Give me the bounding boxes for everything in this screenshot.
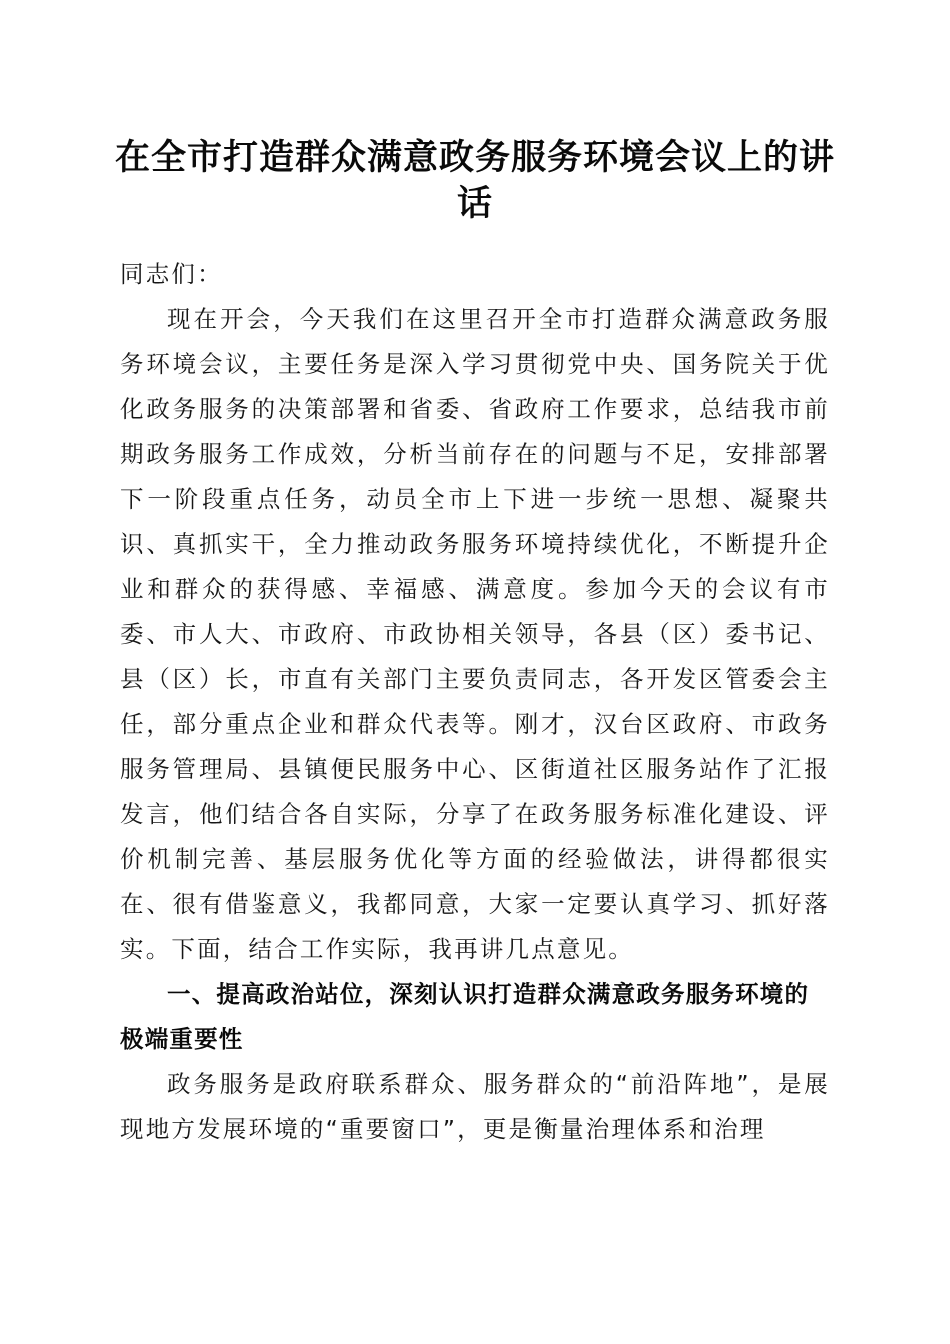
document-body xyxy=(120,252,830,1152)
section-heading: 一、提高政治站位，深刻认识打造群众满意政务服务环境的极端重要性 xyxy=(120,980,810,1053)
body-paragraph: 现在开会，今天我们在这里召开全市打造群众满意政务服务环境会议，主要任务是深入学习贯彻党中央、国务院关于优化政务服务的决策部署和省委、省政府工作要求，总结我市前期政务服务工作成效，分析当前存在的问题与不足，安排部署下一阶段重点任务，动员全市上下进一步统一思想、凝聚共识、真抓实干，全力推动政务服务环境持续优化，不断提升企业和群众的获得感、幸福感、满意度。参加今天的会议有市委、市人大、市政府、市政协相关领导，各县（区）委书记、县（区）长，市直有关部门主要负责同志，各开发区管委会主任，部分重点企业和群众代表等。刚才，汉台区政府、市政务服务管理局、县镇便民服务中心、区街道社区服务站作了汇报发言，他们结合各自实际，分享了在政务服务标准化建设、评价机制完善、基层服务优化等方面的经验做法，讲得都很实在、很有借鉴意义，我都同意，大家一定要认真学习、抓好落实。下面，结合工作实际，我再讲几点意见。 xyxy=(120,305,830,963)
salutation: 同志们： xyxy=(120,260,223,288)
document-title: 在全市打造群众满意政务服务环境会议上的讲话 xyxy=(114,137,835,224)
section-paragraph: 政务服务是政府联系群众、服务群众的“前沿阵地”，是展现地方发展环境的“重要窗口”，更是衡量治理体系和治理 xyxy=(120,1070,830,1143)
